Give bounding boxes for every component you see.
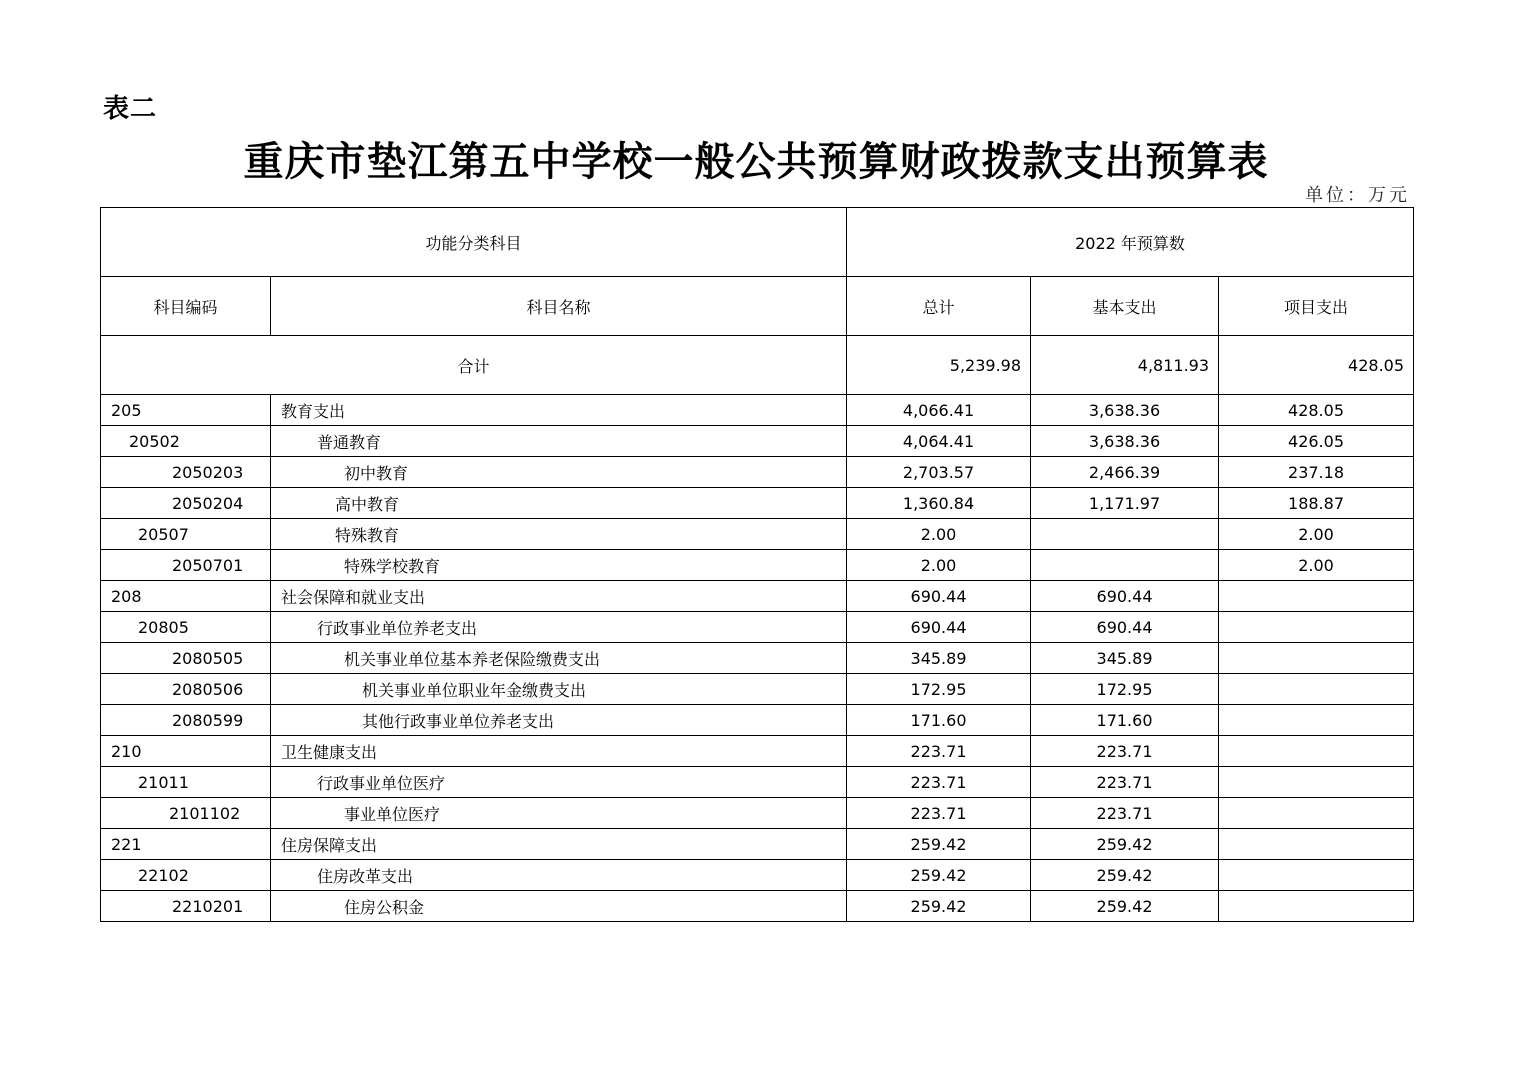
table-label: 表二 <box>103 94 158 124</box>
row-code: 221 <box>111 834 142 854</box>
header-name: 科目名称 <box>271 277 847 336</box>
row-total: 690.44 <box>847 581 1031 612</box>
row-project <box>1219 674 1414 705</box>
row-code: 2080506 <box>172 679 244 699</box>
row-name: 机关事业单位基本养老保险缴费支出 <box>344 649 601 669</box>
header-functional-category: 功能分类科目 <box>101 208 847 277</box>
row-total: 2.00 <box>847 550 1031 581</box>
row-name: 高中教育 <box>335 494 400 514</box>
row-name: 初中教育 <box>344 463 409 483</box>
row-name: 教育支出 <box>281 401 346 421</box>
row-name: 住房保障支出 <box>281 835 378 855</box>
table-row <box>101 736 1414 767</box>
row-project: 428.05 <box>1219 395 1414 426</box>
table-row <box>101 829 1414 860</box>
table-row <box>101 767 1414 798</box>
row-name: 特殊学校教育 <box>344 556 441 576</box>
row-basic: 223.71 <box>1031 767 1219 798</box>
row-name: 机关事业单位职业年金缴费支出 <box>362 680 587 700</box>
row-code: 210 <box>111 741 142 761</box>
row-basic: 259.42 <box>1031 860 1219 891</box>
table-row <box>101 550 1414 581</box>
total-total: 5,239.98 <box>847 336 1031 395</box>
row-basic <box>1031 550 1219 581</box>
row-basic: 3,638.36 <box>1031 426 1219 457</box>
row-basic: 3,638.36 <box>1031 395 1219 426</box>
row-code: 22102 <box>138 865 189 885</box>
row-basic: 259.42 <box>1031 829 1219 860</box>
table-row <box>101 612 1414 643</box>
document-title: 重庆市垫江第五中学校一般公共预算财政拨款支出预算表 <box>243 138 1269 185</box>
total-project: 428.05 <box>1219 336 1414 395</box>
row-basic: 690.44 <box>1031 581 1219 612</box>
row-project <box>1219 860 1414 891</box>
table-row <box>101 519 1414 550</box>
header-row-columns <box>101 277 1414 336</box>
row-basic: 690.44 <box>1031 612 1219 643</box>
row-code: 20502 <box>129 431 180 451</box>
row-basic: 1,171.97 <box>1031 488 1219 519</box>
total-label: 合计 <box>101 336 847 395</box>
row-code: 208 <box>111 586 142 606</box>
row-basic: 259.42 <box>1031 891 1219 922</box>
row-total: 172.95 <box>847 674 1031 705</box>
row-project <box>1219 612 1414 643</box>
table-row <box>101 643 1414 674</box>
row-code: 20805 <box>138 617 189 637</box>
table-row <box>101 426 1414 457</box>
row-code: 2210201 <box>172 896 244 916</box>
row-basic <box>1031 519 1219 550</box>
row-project <box>1219 705 1414 736</box>
row-code: 2080599 <box>172 710 244 730</box>
row-code: 2050701 <box>172 555 244 575</box>
row-project <box>1219 581 1414 612</box>
row-code: 205 <box>111 400 142 420</box>
table-row <box>101 457 1414 488</box>
header-budget-year: 2022 年预算数 <box>847 208 1414 277</box>
row-project <box>1219 829 1414 860</box>
row-name: 社会保障和就业支出 <box>281 587 426 607</box>
table-row <box>101 891 1414 922</box>
row-name: 住房改革支出 <box>317 866 414 886</box>
row-basic: 2,466.39 <box>1031 457 1219 488</box>
table-row <box>101 581 1414 612</box>
row-code: 20507 <box>138 524 189 544</box>
row-name: 行政事业单位医疗 <box>317 773 446 793</box>
row-code: 2080505 <box>172 648 244 668</box>
table-row <box>101 488 1414 519</box>
row-code: 2101102 <box>169 803 241 823</box>
row-project <box>1219 767 1414 798</box>
row-total: 259.42 <box>847 891 1031 922</box>
row-project: 2.00 <box>1219 550 1414 581</box>
row-project: 237.18 <box>1219 457 1414 488</box>
row-basic: 171.60 <box>1031 705 1219 736</box>
row-code: 2050203 <box>172 462 244 482</box>
row-total: 1,360.84 <box>847 488 1031 519</box>
row-project: 188.87 <box>1219 488 1414 519</box>
row-total: 223.71 <box>847 798 1031 829</box>
row-name: 事业单位医疗 <box>344 804 441 824</box>
row-project <box>1219 891 1414 922</box>
table-row <box>101 674 1414 705</box>
budget-table <box>100 207 1414 922</box>
row-name: 行政事业单位养老支出 <box>317 618 478 638</box>
header-basic: 基本支出 <box>1031 277 1219 336</box>
row-project: 426.05 <box>1219 426 1414 457</box>
unit-label: 单位：万元 <box>1305 185 1410 206</box>
row-basic: 223.71 <box>1031 798 1219 829</box>
header-total: 总计 <box>847 277 1031 336</box>
header-row-top <box>101 208 1414 277</box>
row-basic: 172.95 <box>1031 674 1219 705</box>
table-row <box>101 860 1414 891</box>
row-code: 21011 <box>138 772 189 792</box>
row-total: 223.71 <box>847 767 1031 798</box>
row-name: 特殊教育 <box>335 525 400 545</box>
total-row <box>101 336 1414 395</box>
row-name: 普通教育 <box>317 432 382 452</box>
table-row <box>101 705 1414 736</box>
row-project <box>1219 736 1414 767</box>
row-total: 2,703.57 <box>847 457 1031 488</box>
row-name: 卫生健康支出 <box>281 742 378 762</box>
row-total: 4,064.41 <box>847 426 1031 457</box>
row-total: 4,066.41 <box>847 395 1031 426</box>
row-basic: 223.71 <box>1031 736 1219 767</box>
row-total: 259.42 <box>847 829 1031 860</box>
row-total: 171.60 <box>847 705 1031 736</box>
row-total: 223.71 <box>847 736 1031 767</box>
table-row <box>101 395 1414 426</box>
row-total: 690.44 <box>847 612 1031 643</box>
header-code: 科目编码 <box>101 277 271 336</box>
row-total: 345.89 <box>847 643 1031 674</box>
row-name: 住房公积金 <box>344 897 425 917</box>
row-total: 2.00 <box>847 519 1031 550</box>
row-project: 2.00 <box>1219 519 1414 550</box>
total-basic: 4,811.93 <box>1031 336 1219 395</box>
header-project: 项目支出 <box>1219 277 1414 336</box>
row-code: 2050204 <box>172 493 244 513</box>
row-name: 其他行政事业单位养老支出 <box>362 711 555 731</box>
row-project <box>1219 643 1414 674</box>
row-project <box>1219 798 1414 829</box>
row-total: 259.42 <box>847 860 1031 891</box>
row-basic: 345.89 <box>1031 643 1219 674</box>
table-row <box>101 798 1414 829</box>
